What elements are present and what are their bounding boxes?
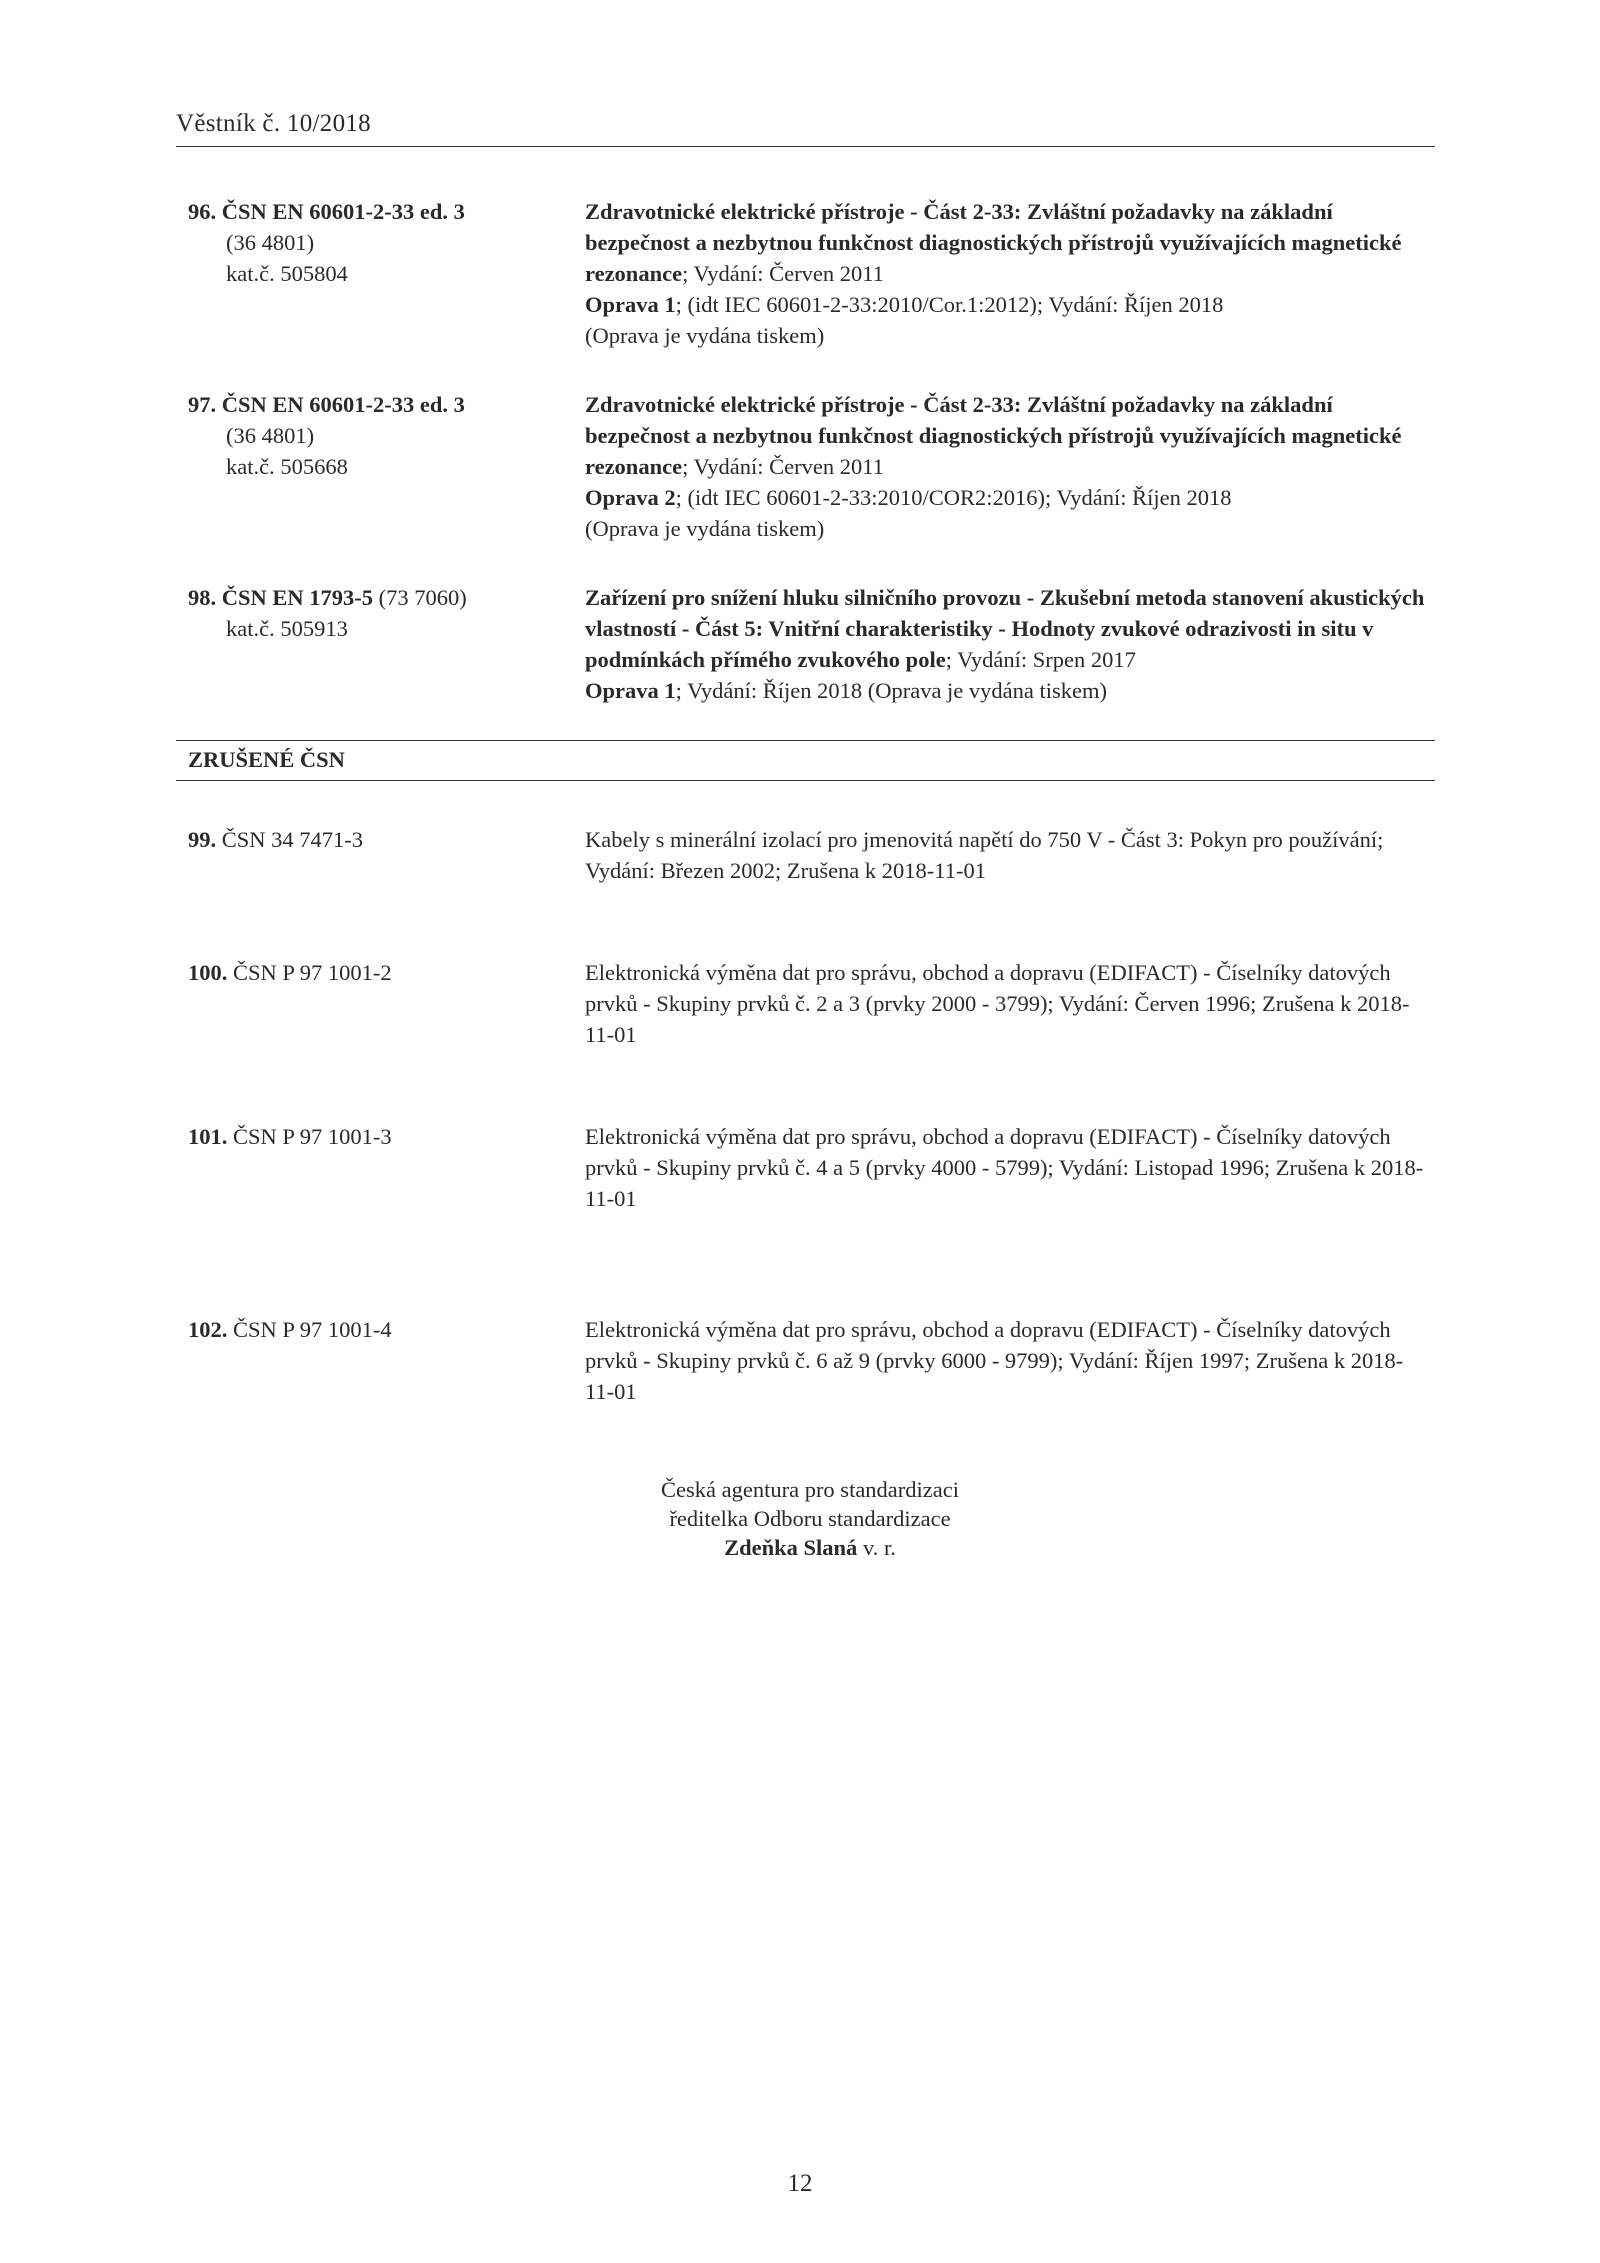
- entry-amendment-label: Oprava 1: [585, 678, 676, 703]
- entry-note: (Oprava je vydána tiskem): [585, 516, 825, 541]
- entry-number: 102.: [188, 1317, 228, 1342]
- header-rule: [176, 146, 1435, 147]
- entry-code: ČSN EN 60601-2-33 ed. 3: [221, 199, 465, 224]
- section-title: ZRUŠENÉ ČSN: [188, 747, 345, 772]
- entry-number: 100.: [188, 960, 228, 985]
- entry-class-number: (36 4801): [226, 423, 315, 448]
- entry-title: Zdravotnické elektrické přístroje - Část 2-33: Zvláštní požadavky na základní bezpečnost a nezbytnou funkčnost diagnostických přístrojů využívajících magnetické rezonance: [585, 199, 1402, 286]
- entry-code: ČSN P 97 1001-2: [227, 960, 392, 985]
- entry-number: 96.: [188, 199, 217, 224]
- entry-description: Elektronická výměna dat pro správu, obchod a dopravu (EDIFACT) - Číselníky datových prvků - Skupiny prvků č. 6 až 9 (prvky 6000 - 9799); Vydání: Říjen 1997; Zrušena k 2018-11-01: [585, 1317, 1404, 1404]
- entry-note: (Oprava je vydána tiskem): [585, 323, 825, 348]
- signature-name: Zdeňka Slaná: [724, 1535, 858, 1560]
- entry-amendment-text: ; (idt IEC 60601-2-33:2010/COR2:2016); Vydání: Říjen 2018: [675, 485, 1232, 510]
- entry-description: [585, 582, 1425, 706]
- signature-suffix: v. r.: [857, 1535, 896, 1560]
- entry-title: Zdravotnické elektrické přístroje - Část 2-33: Zvláštní požadavky na základní bezpečnost a nezbytnou funkčnost diagnostických přístrojů využívajících magnetické rezonance: [585, 392, 1402, 479]
- entry-code: ČSN P 97 1001-3: [227, 1124, 392, 1149]
- entry-identifier: [188, 824, 568, 855]
- entry-identifier: [188, 1121, 568, 1152]
- entry-catalog-number: kat.č. 505913: [226, 616, 348, 641]
- entry-description: [585, 196, 1425, 351]
- signature-block: [600, 1475, 1020, 1562]
- entry-identifier: [188, 582, 568, 644]
- signature-position: ředitelka Odboru standardizace: [669, 1506, 951, 1531]
- entry-code: ČSN 34 7471-3: [216, 827, 364, 852]
- entry-amendment-label: Oprava 1: [585, 292, 676, 317]
- entry-amendment-text: ; Vydání: Říjen 2018 (Oprava je vydána tiskem): [675, 678, 1108, 703]
- page-number: 12: [787, 2170, 813, 2197]
- entry-description: Elektronická výměna dat pro správu, obchod a dopravu (EDIFACT) - Číselníky datových prvků - Skupiny prvků č. 4 a 5 (prvky 4000 - 5799); Vydání: Listopad 1996; Zrušena k 2018-11-01: [585, 1124, 1424, 1211]
- entry-class-number: (36 4801): [226, 230, 315, 255]
- entry-number: 97.: [188, 392, 217, 417]
- entry-code: ČSN P 97 1001-4: [227, 1317, 392, 1342]
- entry-issue: ; Vydání: Srpen 2017: [945, 647, 1136, 672]
- signature-organization: Česká agentura pro standardizaci: [661, 1477, 959, 1502]
- entry-title: Zařízení pro snížení hluku silničního provozu - Zkušební metoda stanovení akustických vlastností - Část 5: Vnitřní charakteristiky - Hodnoty zvukové odrazivosti in situ v podmínkách přímého zvukového pole: [585, 585, 1425, 672]
- entry-code: ČSN EN 1793-5: [221, 585, 374, 610]
- entry-number: 98.: [188, 585, 217, 610]
- entry-catalog-number: kat.č. 505668: [226, 454, 348, 479]
- entry-amendment-text: ; (idt IEC 60601-2-33:2010/Cor.1:2012); Vydání: Říjen 2018: [675, 292, 1224, 317]
- section-rule-bottom: [176, 780, 1435, 781]
- entry-issue: ; Vydání: Červen 2011: [682, 454, 884, 479]
- entry-identifier: [188, 957, 568, 988]
- entry-amendment-label: Oprava 2: [585, 485, 676, 510]
- entry-class-number: (73 7060): [373, 585, 467, 610]
- entry-number: 99.: [188, 827, 217, 852]
- entry-code: ČSN EN 60601-2-33 ed. 3: [221, 392, 465, 417]
- entry-description: [585, 389, 1425, 544]
- entry-issue: ; Vydání: Červen 2011: [682, 261, 884, 286]
- entry-description: Kabely s minerální izolací pro jmenovitá napětí do 750 V - Část 3: Pokyn pro používání; Vydání: Březen 2002; Zrušena k 2018-11-01: [585, 827, 1384, 883]
- entry-catalog-number: kat.č. 505804: [226, 261, 348, 286]
- entry-identifier: [188, 1314, 568, 1345]
- page-header-title: Věstník č. 10/2018: [176, 110, 371, 137]
- entry-identifier: [188, 389, 568, 482]
- entry-identifier: [188, 196, 568, 289]
- entry-description: Elektronická výměna dat pro správu, obchod a dopravu (EDIFACT) - Číselníky datových prvků - Skupiny prvků č. 2 a 3 (prvky 2000 - 3799); Vydání: Červen 1996; Zrušena k 2018-11-01: [585, 960, 1410, 1047]
- entry-number: 101.: [188, 1124, 228, 1149]
- section-rule-top: [176, 740, 1435, 741]
